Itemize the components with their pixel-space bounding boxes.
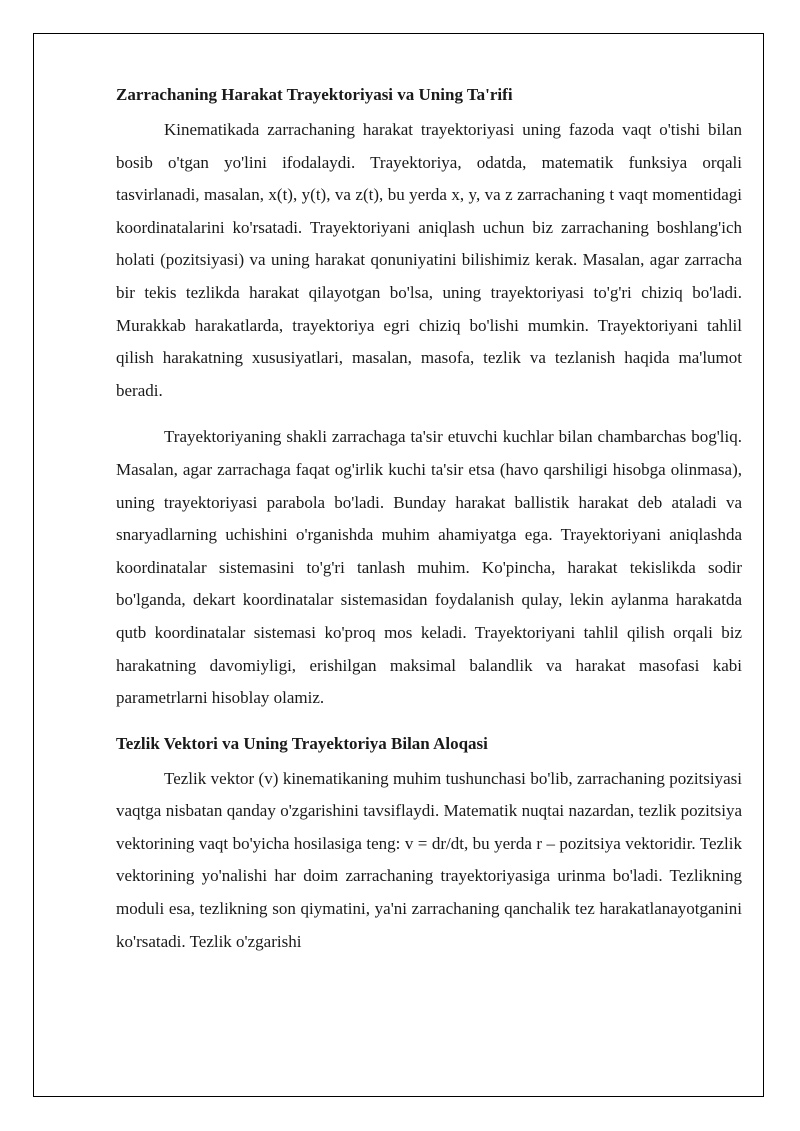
section-heading: Tezlik Vektori va Uning Trayektoriya Bilan Aloqasi <box>116 733 488 753</box>
document-body <box>116 84 742 958</box>
section-heading: Zarrachaning Harakat Trayektoriyasi va Uning Ta'rifi <box>116 85 513 104</box>
paragraph: Trayektoriyaning shakli zarrachaga ta'sir etuvchi kuchlar bilan chambarchas bog'liq. Masalan, agar zarrachaga faqat og'irlik kuchi ta'sir etsa (havo qarshiligi hisobga olinmasa), uning trayektoriyasi parabola bo'ladi. Bunday harakat ballistik harakat deb ataladi va snaryadlarning uchishini o'rganishda muhim ahamiyatga ega. Trayektoriyani aniqlashda koordinatalar sistemasini to'g'ri tanlash muhim. Ko'pincha, harakat tekislikda sodir bo'lganda, dekart koordinatalar sistemasidan foydalanish qulay, lekin aylanma harakatda qutb koordinatalar sistemasi ko'proq mos keladi. Trayektoriyani tahlil qilish orqali biz harakatning davomiyligi, erishilgan maksimal balandlik va harakat masofasi kabi parametrlarni hisoblay olamiz. <box>116 427 742 708</box>
paragraph: Tezlik vektor (v) kinematikaning muhim tushunchasi bo'lib, zarrachaning pozitsiyasi vaqtga nisbatan qanday o'zgarishini tavsiflaydi. Matematik nuqtai nazardan, tezlik pozitsiya vektorining vaqt bo'yicha hosilasiga teng: v = dr/dt, bu yerda r – pozitsiya vektoridir. Tezlik vektorining yo'nalishi har doim zarrachaning trayektoriyasiga urinma bo'ladi. Tezlikning moduli esa, tezlikning son qiymatini, ya'ni zarrachaning qanchalik tez harakatlanayotganini ko'rsatadi. Tezlik o'zgarishi <box>116 768 742 951</box>
paragraph: Kinematikada zarrachaning harakat trayektoriyasi uning fazoda vaqt o'tishi bilan bosib o'tgan yo'lini ifodalaydi. Trayektoriya, odatda, matematik funksiya orqali tasvirlanadi, masalan, x(t), y(t), va z(t), bu yerda x, y, va z zarrachaning t vaqt momentidagi koordinatalarini ko'rsatadi. Trayektoriyani aniqlash uchun biz zarrachaning boshlang'ich holati (pozitsiyasi) va uning harakat qonuniyatini bilishimiz kerak. Masalan, agar zarracha bir tekis tezlikda harakat qilayotgan bo'lsa, uning trayektoriyasi to'g'ri chiziq bo'ladi. Murakkab harakatlarda, trayektoriya egri chiziq bo'lishi mumkin. Trayektoriyani tahlil qilish harakatning xususiyatlari, masalan, masofa, tezlik va tezlanish haqida ma'lumot beradi. <box>116 120 742 400</box>
